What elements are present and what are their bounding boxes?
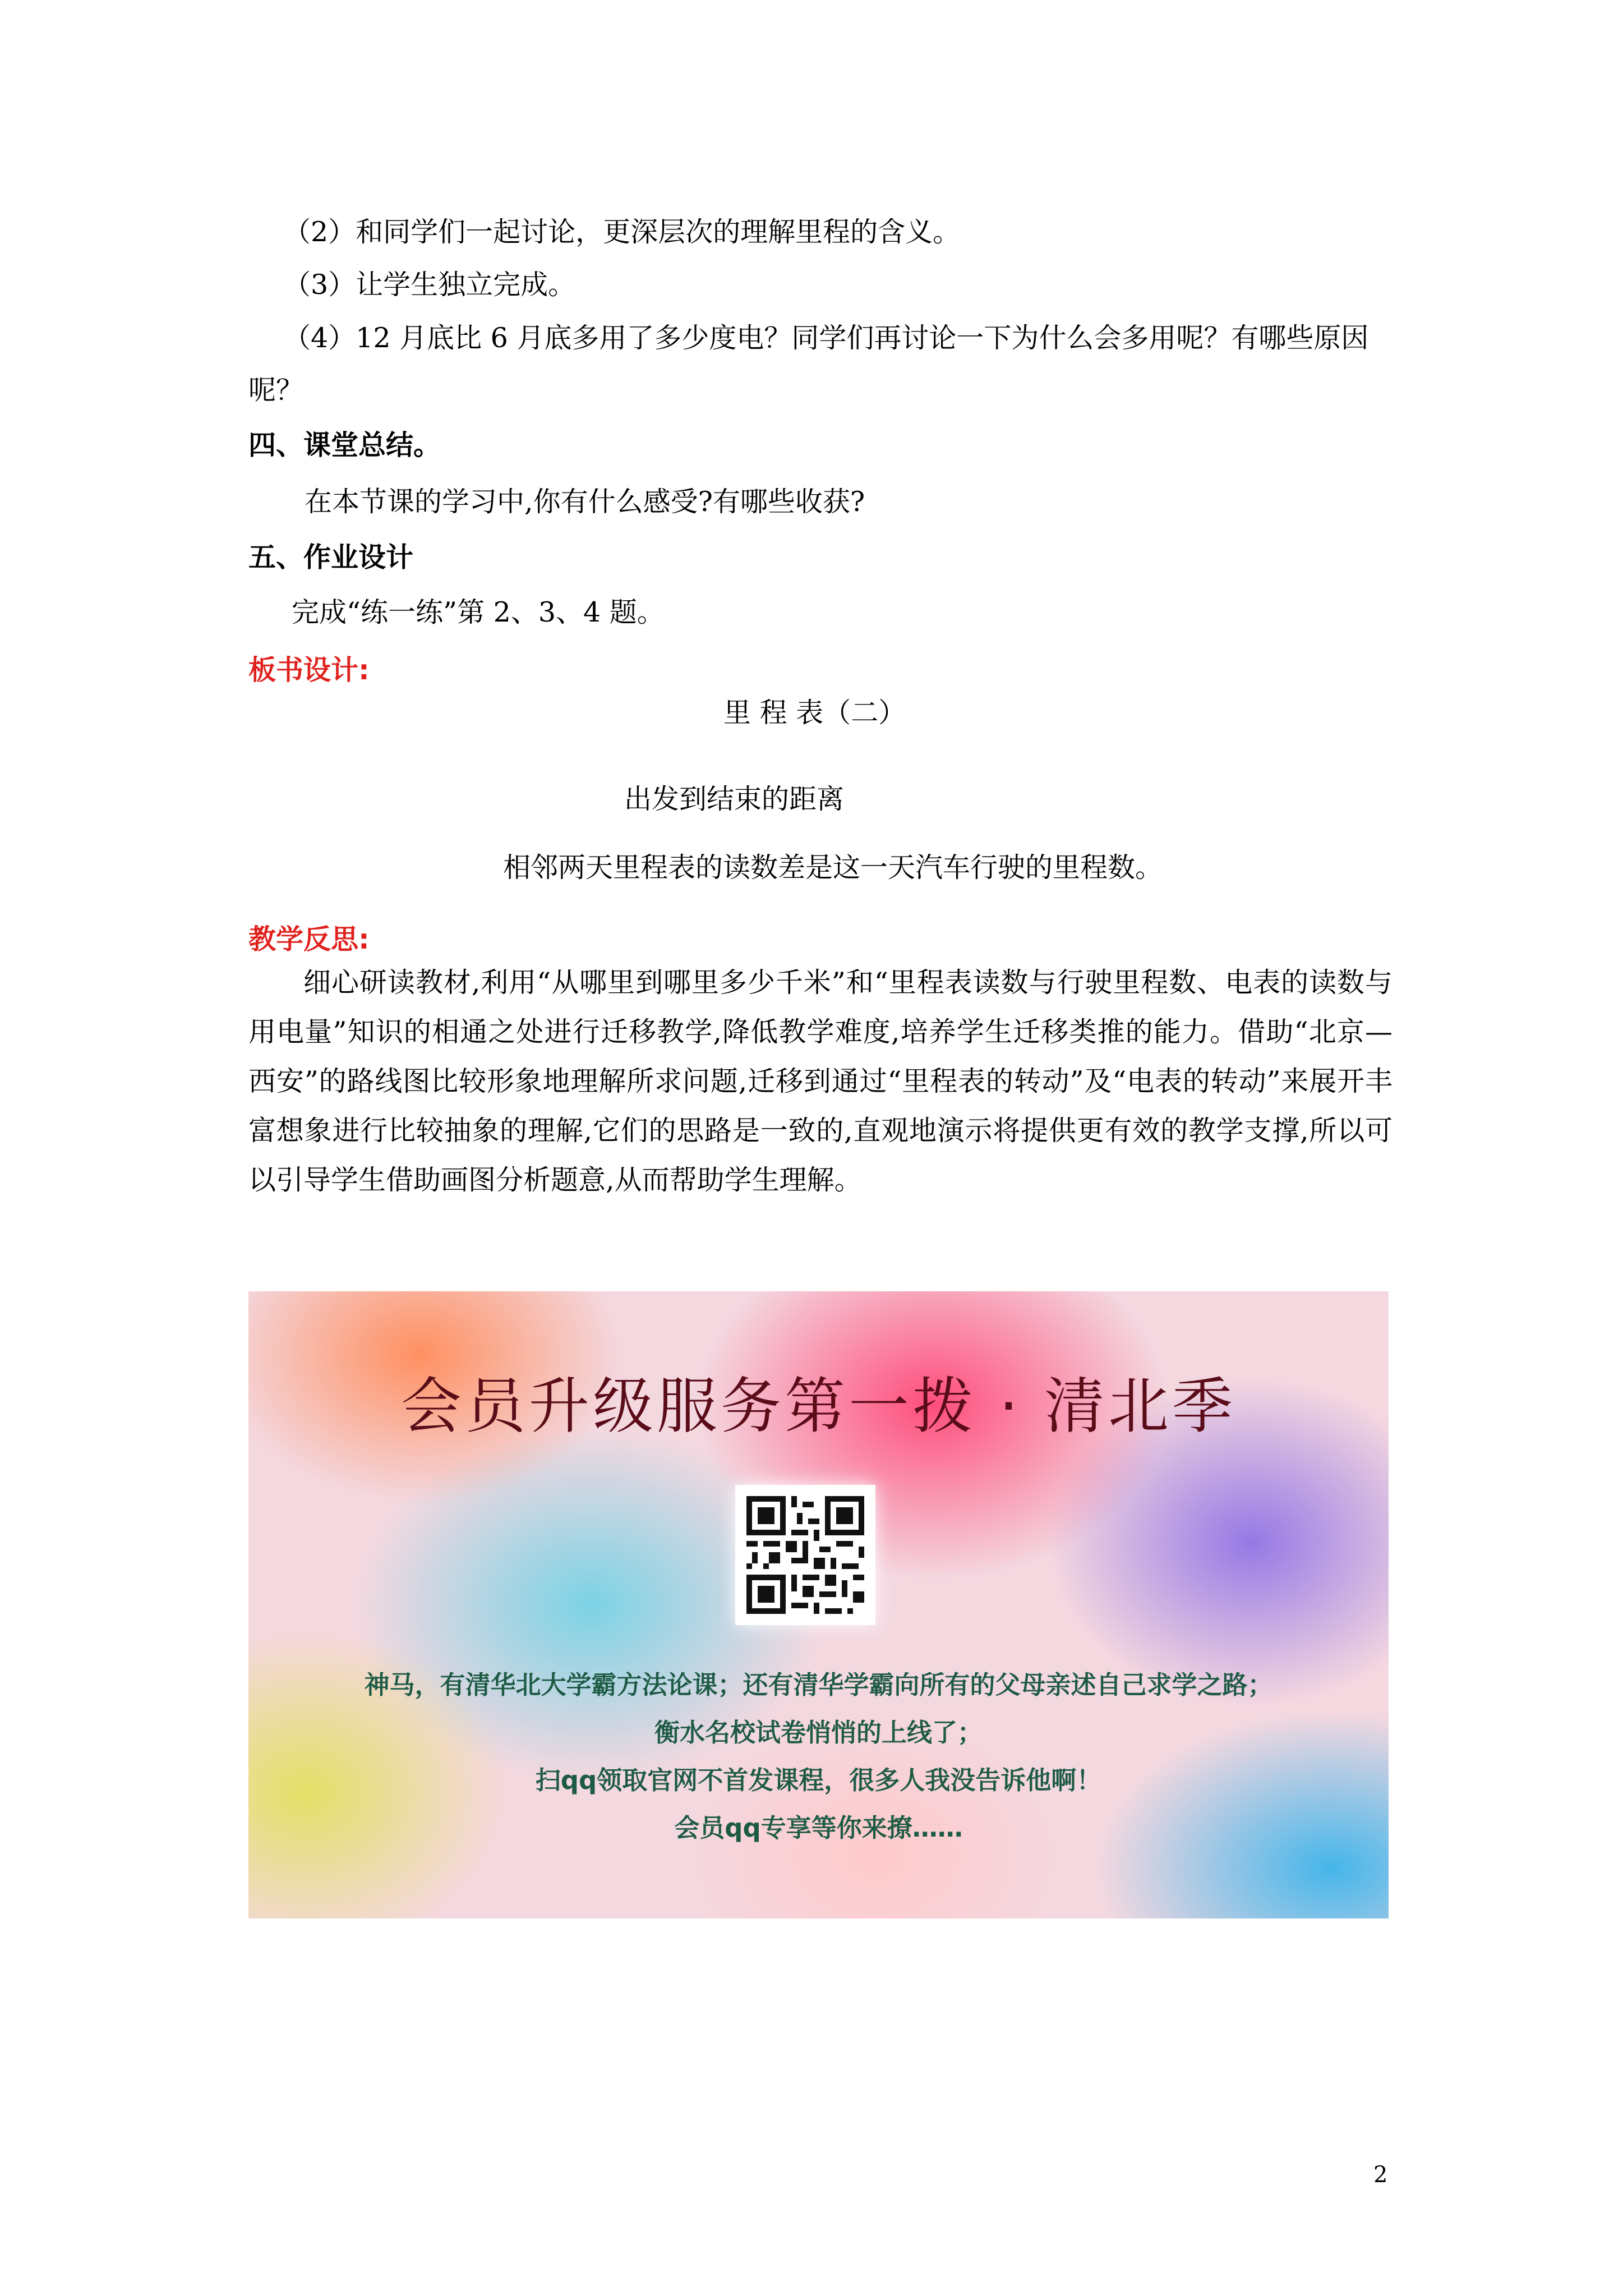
page-number: 2 [1373,2162,1388,2188]
banner-line-4: 会员qq专享等你来撩…… [674,1813,963,1843]
banner-line-3: 扫qq领取官网不首发课程，很多人我没告诉他啊！ [535,1765,1102,1795]
step-4: （4）12 月底比 6 月底多用了多少度电？同学们再讨论一下为什么会多用呢？有哪些原因 [283,322,1369,354]
reflection-body: 细心研读教材,利用“从哪里到哪里多少千米”和“里程表读数与行驶里程数、电表的读数与用电量”知识的相通之处进行迁移教学,降低教学难度,培养学生迁移类推的能力。借助“北京—西安”的路线图比较形象地理解所求问题,迁移到通过“里程表的转动”及“电表的转动”来展开丰富想象进行比较抽象的理解,它们的思路是一致的,直观地演示将提供更有效的教学支撑,所以可以引导学生借助画图分析题意,从而帮助学生理解。 [248,967,1393,1196]
step-3: （3）让学生独立完成。 [283,269,576,301]
board-line-2: 相邻两天里程表的读数差是这一天汽车行驶的里程数。 [503,852,1163,884]
board-title: 里 程 表（二） [723,697,906,729]
reflection-heading: 教学反思: [248,923,370,955]
section-4-heading: 四、课堂总结。 [248,429,441,461]
banner-line-1: 神马，有清华北大学霸方法论课；还有清华学霸向所有的父母亲述自己求学之路； [364,1670,1273,1700]
section-5-body: 完成“练一练”第 2、3、4 题。 [292,596,665,628]
step-2: （2）和同学们一起讨论，更深层次的理解里程的含义。 [283,216,961,248]
step-4-cont: 呢？ [248,374,304,406]
section-5-heading: 五、作业设计 [248,541,414,573]
section-4-body: 在本节课的学习中,你有什么感受?有哪些收获? [305,486,865,518]
banner-line-2: 衡水名校试卷悄悄的上线了； [654,1718,983,1747]
board-heading: 板书设计: [248,654,370,686]
qr-code[interactable] [735,1485,875,1625]
board-line-1: 出发到结束的距离 [624,783,845,815]
qr-code-icon [735,1485,875,1625]
promo-banner [248,1291,1389,1918]
banner-title: 会员升级服务第一拨 · 清北季 [401,1372,1236,1442]
